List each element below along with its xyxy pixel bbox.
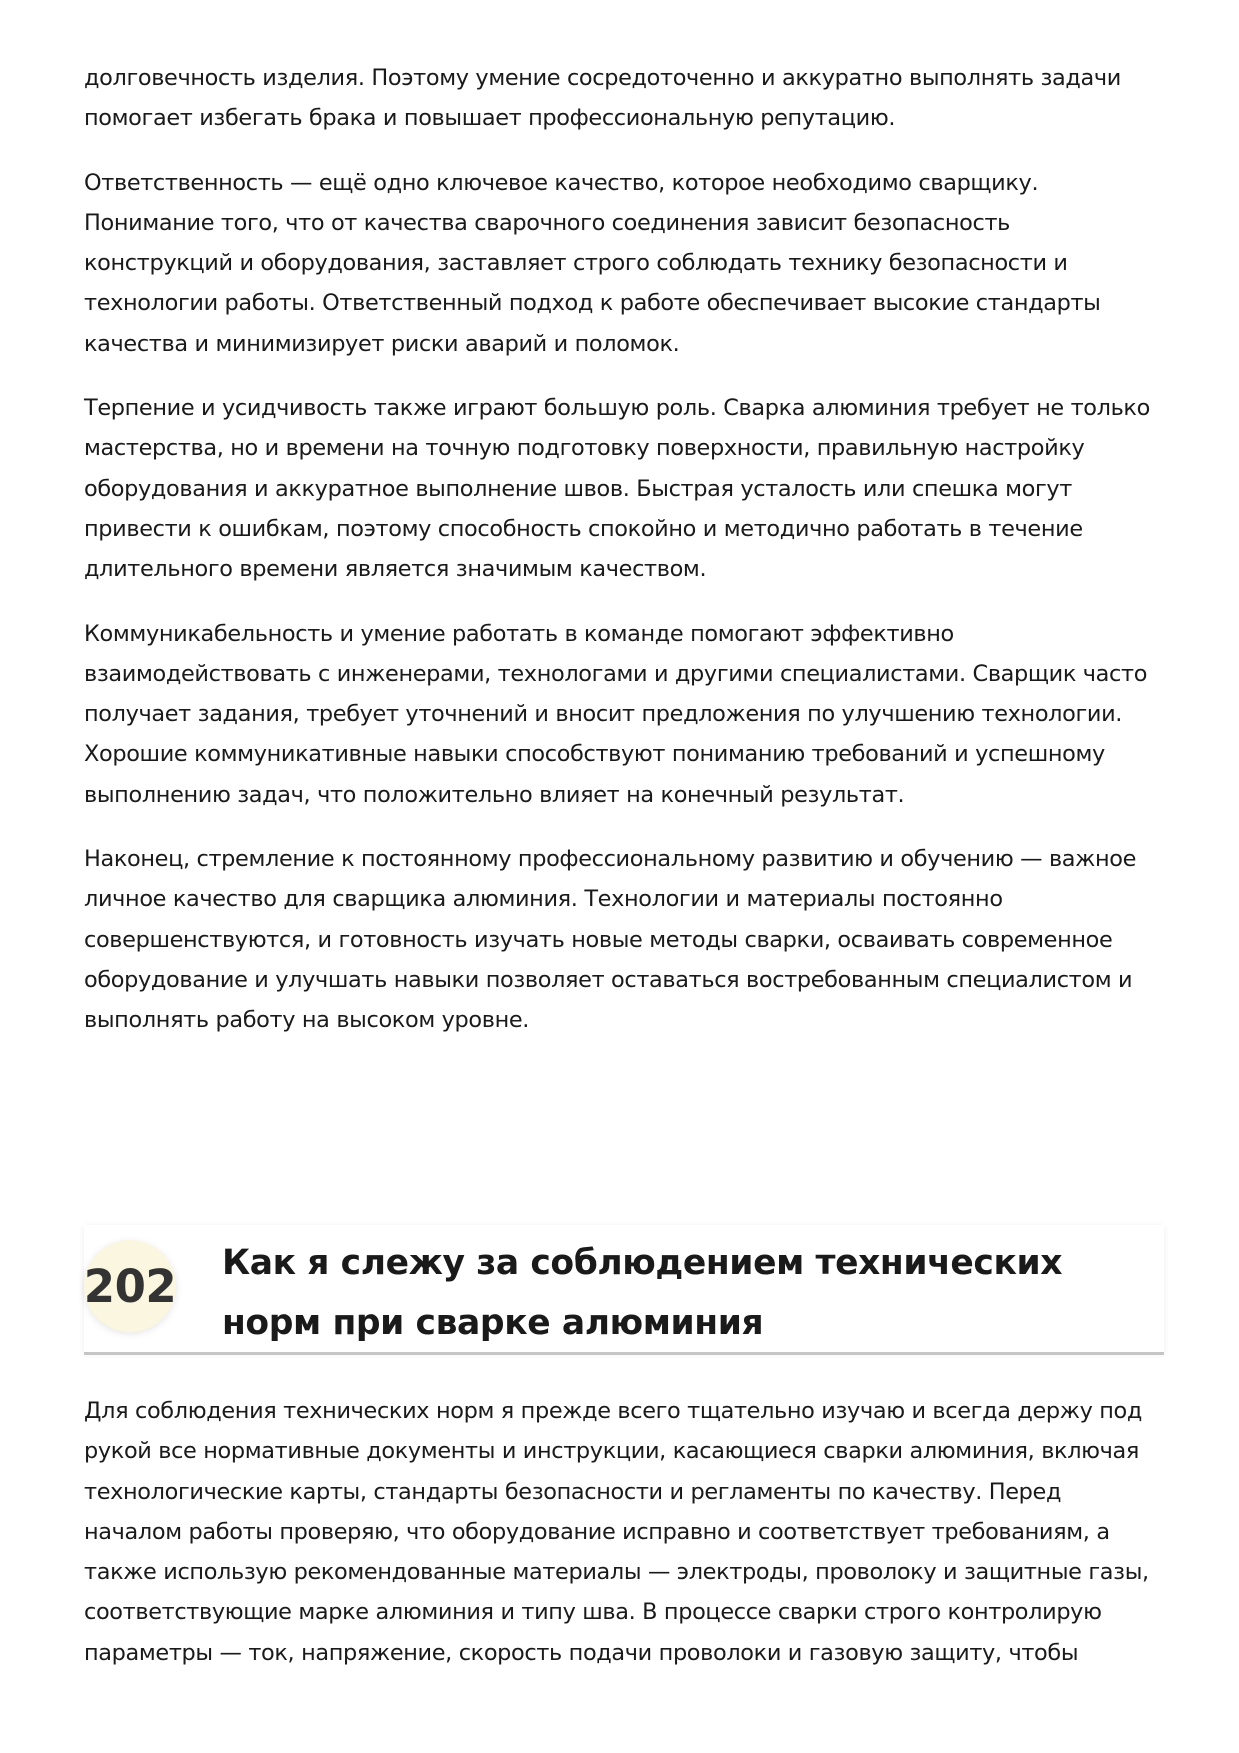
- paragraph: Для соблюдения технических норм я прежде всего тщательно изучаю и всегда держу под рукой все нормативные документы и инструкции, касающиеся сварки алюминия, включая технологические карты, стандарты безопасности и регламенты по качеству. Перед началом работы проверяю, что оборудование исправно и соответствует требованиям, а также использую рекомендованные материалы — электроды, проволоку и защитные газы, соответствующие марке алюминия и типу шва. В процессе сварки строго контролирую параметры — ток, напряжение, скорость подачи проволоки и газовую защиту, чтобы: [84, 1398, 1149, 1666]
- section-divider: [84, 1352, 1164, 1355]
- section-title: Как я слежу за соблюдением технических норм при сварке алюминия: [222, 1243, 1063, 1343]
- body-text-top: [84, 58, 1164, 1065]
- paragraph: долговечность изделия. Поэтому умение сосредоточенно и аккуратно выполнять задачи помогает избегать брака и повышает профессиональную репутацию.: [84, 65, 1121, 132]
- section-header: [84, 1225, 1164, 1355]
- paragraph: Коммуникабельность и умение работать в команде помогают эффективно взаимодействовать с инженерами, технологами и другими специалистами. Сварщик часто получает задания, требует уточнений и вносит предложения по улучшению технологии. Хорошие коммуникативные навыки способствуют пониманию требований и успешному выполнению задач, что положительно влияет на конечный результат.: [84, 620, 1148, 808]
- section-number-badge: 202: [84, 1240, 176, 1332]
- paragraph: Терпение и усидчивость также играют большую роль. Сварка алюминия требует не только мастерства, но и времени на точную подготовку поверхности, правильную настройку оборудования и аккуратное выполнение швов. Быстрая усталость или спешка могут привести к ошибкам, поэтому способность спокойно и методично работать в течение длительного времени является значимым качеством.: [84, 395, 1150, 583]
- paragraph: Наконец, стремление к постоянному профессиональному развитию и обучению — важное личное качество для сварщика алюминия. Технологии и материалы постоянно совершенствуются, и готовность изучать новые методы сварки, осваивать современное оборудование и улучшать навыки позволяет оставаться востребованным специалистом и выполнять работу на высоком уровне.: [84, 846, 1137, 1034]
- paragraph: Ответственность — ещё одно ключевое качество, которое необходимо сварщику. Понимание того, что от качества сварочного соединения зависит безопасность конструкций и оборудования, заставляет строго соблюдать технику безопасности и технологии работы. Ответственный подход к работе обеспечивает высокие стандарты качества и минимизирует риски аварий и поломок.: [84, 169, 1101, 357]
- body-text-bottom: [84, 1391, 1164, 1697]
